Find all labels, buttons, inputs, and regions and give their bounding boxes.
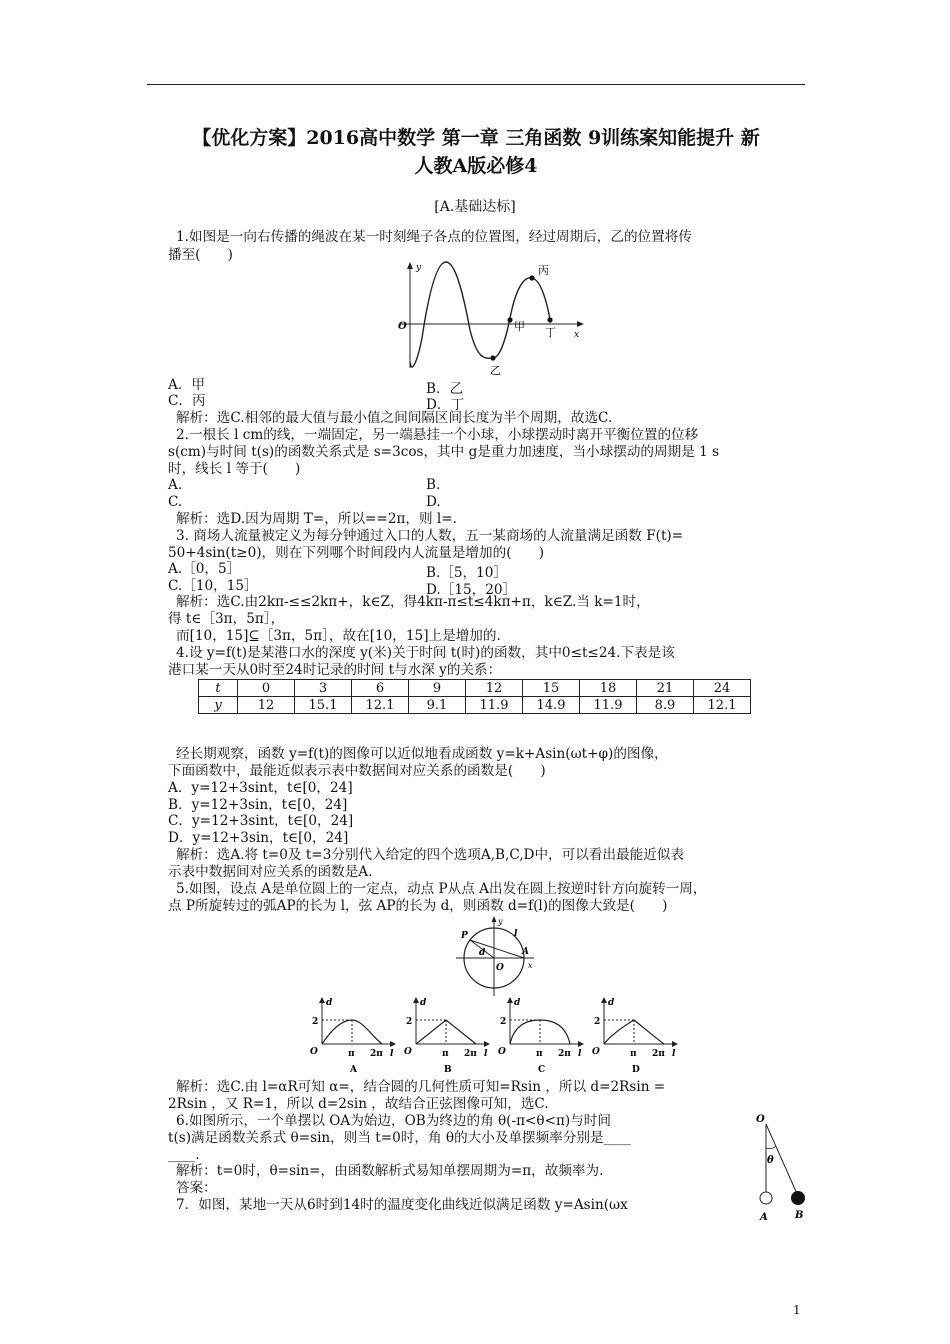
circle-p-label: P (461, 931, 468, 941)
table-cell: 0 (238, 680, 295, 697)
q2-stem-cont2: 时，线长 l 等于( ) (168, 461, 301, 477)
point-yi (490, 355, 495, 360)
q2-stem: 2.一根长 l cm的线，一端固定，另一端悬挂一个小球，小球摆动时离开平衡位置的位移 (176, 427, 699, 443)
table-cell: 15 (523, 680, 580, 697)
q4-stem-2: 经长期观察，函数 y=f(t)的图像可以近似地看成函数 y=k+Asin(ωt+φ)的图像， (176, 746, 668, 762)
q2-solution: 解析：选D.因为周期 T=，所以==2π，则 l=. (176, 511, 457, 527)
q6-solution: 解析：t=0时，θ=sin=，由函数解析式易知单摆周期为=π，故频率为. (176, 1163, 604, 1179)
circle-a-label: A (522, 947, 529, 957)
svg-text:2π: 2π (464, 1049, 477, 1059)
pendulum-o-label: O (756, 1114, 765, 1125)
circle-y-label: y (498, 917, 503, 926)
svg-text:l: l (390, 1049, 394, 1059)
svg-text:O: O (592, 1047, 600, 1057)
table-cell: 9 (409, 680, 466, 697)
table-cell: 24 (694, 680, 751, 697)
table-cell: 12.1 (694, 697, 751, 714)
section-heading: [A.基础达标] (434, 199, 516, 215)
q4-stem-3: 下面函数中，最能近似表示表中数据间对应关系的函数是( ) (168, 763, 546, 779)
q3-stem: 3. 商场人流量被定义为每分钟通过入口的人数，五一某商场的人流量满足函数 F(t)= (176, 528, 684, 544)
q6-stem-cont: t(s)满足函数关系式 θ=sin，则当 t=0时，角 θ的大小及单摆频率分别是____ (168, 1130, 631, 1146)
q1-option-a: A．甲 (168, 377, 206, 393)
doc-title-line1: 【优化方案】2016高中数学 第一章 三角函数 9训练案知能提升 新 (192, 127, 760, 149)
table-cell: 18 (580, 680, 637, 697)
q2-option-b: B. (426, 477, 441, 493)
header-rule (147, 84, 805, 85)
svg-text:C: C (538, 1065, 546, 1074)
circle-x-label: x (528, 961, 533, 970)
table-header-y: y (199, 697, 238, 714)
q3-option-d: D.［15，20］ (426, 582, 517, 598)
q6-stem-blank: ____. (168, 1147, 200, 1163)
q3-option-b: B.［5，10］ (426, 565, 508, 581)
q4-option-b: B．y=12+3sin，t∈[0，24] (168, 797, 348, 813)
wave-origin-label: O (398, 321, 407, 332)
table-cell: 14.9 (523, 697, 580, 714)
q3-solution-1: 解析：选C.由2kπ-≤≤2kπ+，k∈Z，得4kπ-π≤t≤4kπ+π，k∈Z.当 k=1时， (176, 594, 650, 610)
q1-option-c: C．丙 (168, 393, 206, 409)
graph-d (592, 997, 678, 1074)
q5-solution-2: 2Rsin ，又 R=1，所以 d=2sin ，故结合正弦图像可知，选C. (168, 1096, 549, 1112)
svg-text:2: 2 (406, 1017, 413, 1027)
q6-stem: 6.如图所示，一个单摆以 OA为始边，OB为终边的角 θ(-π<θ<π)与时间 (176, 1113, 611, 1129)
table-cell: 8.9 (637, 697, 694, 714)
svg-text:2: 2 (500, 1017, 507, 1027)
doc-title-line2: 人教A版必修4 (414, 155, 538, 177)
svg-text:2: 2 (594, 1017, 601, 1027)
wave-ding-label: 丁 (545, 326, 556, 339)
svg-text:π: π (348, 1049, 355, 1059)
svg-text:d: d (420, 998, 427, 1008)
page-number: 1 (793, 1303, 801, 1317)
wave-yi-label: 乙 (490, 364, 501, 377)
q4-stem-cont: 港口某一天从0时至24时记录的时间 t与水深 y的关系： (168, 662, 502, 678)
graph-c (498, 997, 584, 1074)
wave-x-label: x (574, 330, 580, 340)
svg-text:A: A (350, 1065, 357, 1074)
point-bing (529, 275, 534, 280)
svg-text:2π: 2π (370, 1049, 383, 1059)
q2-option-a: A. (168, 477, 183, 493)
table-row (199, 680, 751, 697)
wave-figure (396, 258, 586, 388)
table-cell: 12 (466, 680, 523, 697)
q1-stem-cont: 播至( ) (168, 247, 233, 263)
circle-d-label: d (479, 948, 486, 958)
wave-y-label: y (416, 263, 422, 273)
wave-jia-label: 甲 (514, 320, 525, 333)
q3-solution-3: 而[10，15]⊆［3π，5π］，故在[10，15]上是增加的. (176, 628, 501, 644)
svg-text:2π: 2π (652, 1049, 665, 1059)
table-cell: 12.1 (352, 697, 409, 714)
svg-text:d: d (514, 998, 521, 1008)
svg-text:d: d (326, 998, 333, 1008)
q2-option-c: C. (168, 494, 183, 510)
q1-option-d: D．丁 (426, 397, 465, 413)
graph-a (310, 997, 396, 1074)
q2-option-d: D. (426, 494, 441, 510)
q5-stem: 5.如图，设点 A是单位圆上的一定点，动点 P从点 A出发在圆上按逆时针方向旋转一周， (176, 881, 707, 897)
svg-text:π: π (536, 1049, 543, 1059)
svg-text:O: O (310, 1047, 318, 1057)
q4-stem: 4.设 y=f(t)是某港口水的深度 y(米)关于时间 t(时)的函数，其中0≤t≤24.下表是该 (176, 645, 675, 661)
q1-option-b: B．乙 (426, 381, 464, 397)
q1-stem: 1.如图是一向右传播的绳波在某一时刻绳子各点的位置图，经过周期后，乙的位置将传 (176, 229, 692, 245)
table-row (199, 697, 751, 714)
pendulum-theta-label: θ (767, 1155, 774, 1166)
pendulum-b-label: B (795, 1210, 804, 1221)
q7-stem: 7．如图，某地一天从6时到14时的温度变化曲线近似满足函数 y=Asin(ωx (176, 1197, 628, 1213)
table-cell: 15.1 (295, 697, 352, 714)
table-cell: 21 (637, 680, 694, 697)
svg-text:O: O (498, 1047, 506, 1057)
q5-stem-cont: 点 P所旋转过的弧AP的长为 l，弦 AP的长为 d，则函数 d=f(l)的图像大致是( ) (168, 898, 668, 914)
svg-text:2: 2 (312, 1017, 319, 1027)
depth-table (198, 679, 751, 714)
circle-l-label: l (514, 929, 518, 939)
table-cell: 11.9 (580, 697, 637, 714)
q6-answer: 答案： (176, 1180, 217, 1196)
svg-text:π: π (442, 1049, 449, 1059)
svg-text:D: D (632, 1065, 640, 1074)
table-cell: 6 (352, 680, 409, 697)
q3-stem-cont: 50+4sin(t≥0)，则在下列哪个时间段内人流量是增加的( ) (168, 545, 545, 561)
q2-stem-cont1: s(cm)与时间 t(s)的函数关系式是 s=3cos，其中 g是重力加速度，当小球摆动的周期是 1 s (168, 444, 720, 460)
choice-graphs-figure (310, 994, 680, 1074)
pendulum-a-label: A (760, 1212, 768, 1223)
q4-option-d: D．y=12+3sin，t∈[0，24] (168, 830, 349, 846)
q4-solution-2: 示表中数据间对应关系的函数是A. (168, 864, 373, 880)
graph-b (404, 997, 490, 1074)
table-header-t: t (199, 680, 238, 697)
q4-solution-1: 解析：选A.将 t=0及 t=3分别代入给定的四个选项A,B,C,D中，可以看出最能近似表 (176, 847, 684, 863)
q4-option-a: A．y=12+3sint，t∈[0，24] (168, 780, 353, 796)
svg-text:l: l (578, 1049, 582, 1059)
point-jia (507, 317, 512, 322)
q3-solution-2: 得 t∈［3π，5π］， (168, 611, 285, 627)
q3-option-a: A.［0，5］ (168, 561, 241, 577)
unit-circle-figure (452, 914, 536, 998)
wave-bing-label: 丙 (538, 264, 549, 277)
svg-text:π: π (630, 1049, 637, 1059)
svg-text:l: l (484, 1049, 488, 1059)
svg-text:l: l (672, 1049, 676, 1059)
q5-solution-1: 解析：选C.由 l=αR可知 α=，结合圆的几何性质可知=Rsin ，所以 d=2Rsin = (176, 1079, 666, 1095)
pendulum-figure (750, 1110, 812, 1228)
q1-solution: 解析：选C.相邻的最大值与最小值之间间隔区间长度为半个周期，故选C. (176, 410, 613, 426)
svg-text:B: B (444, 1065, 452, 1074)
q3-option-c: C.［10，15］ (168, 578, 258, 594)
svg-text:2π: 2π (558, 1049, 571, 1059)
q4-option-c: C．y=12+3sint，t∈[0，24] (168, 813, 354, 829)
table-cell: 9.1 (409, 697, 466, 714)
table-cell: 11.9 (466, 697, 523, 714)
table-cell: 3 (295, 680, 352, 697)
svg-text:d: d (608, 998, 615, 1008)
circle-origin-label: O (496, 963, 504, 973)
table-cell: 12 (238, 697, 295, 714)
point-ding (547, 317, 552, 322)
svg-text:O: O (404, 1047, 412, 1057)
